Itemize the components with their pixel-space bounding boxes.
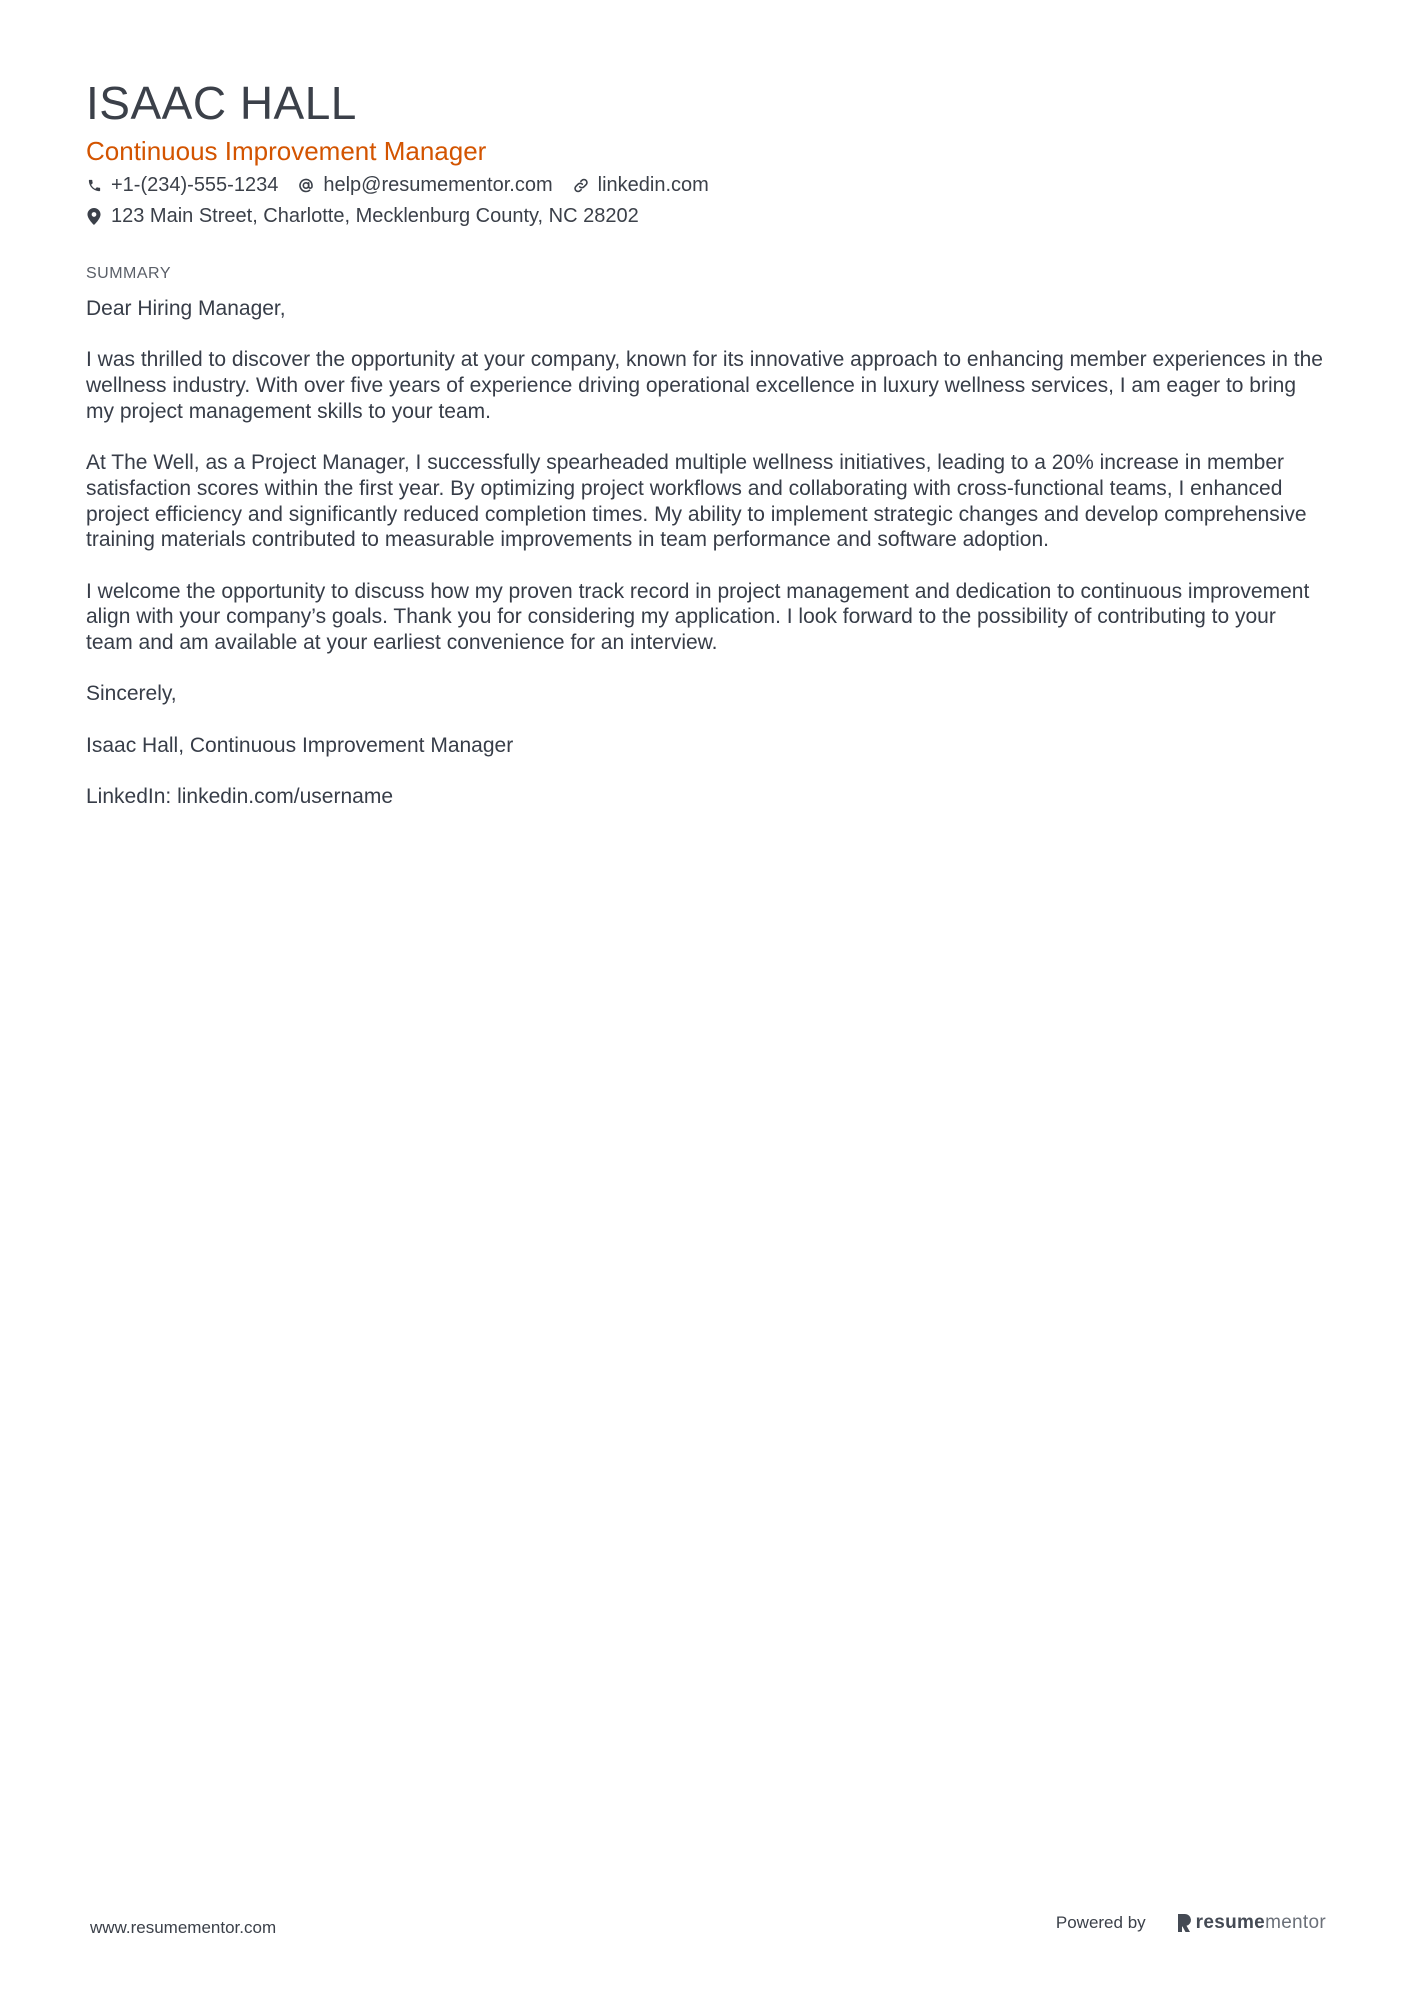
letter-paragraph-3: I welcome the opportunity to discuss how my proven track record in project management and dedication to continuous improvement align with your company’s goals. Thank you for considering my application. I look forward to the possibility of contributing to your team and am available at your earliest convenience for an interview. (86, 579, 1310, 655)
candidate-name: ISAAC HALL (86, 77, 357, 129)
email-text[interactable]: help@resumementor.com (323, 174, 553, 196)
section-heading-summary: SUMMARY (86, 265, 171, 282)
letter-paragraph-1: I was thrilled to discover the opportunity at your company, known for its innovative approach to enhancing member experiences in the wellness industry. With over five years of experience driving operational excellence in luxury wellness services, I am eager to bring my project management skills to your team. (86, 348, 1323, 423)
brand-logo[interactable] (1176, 1912, 1326, 1934)
contact-phone (86, 172, 278, 199)
brand-name-part-1: resume (1195, 1912, 1266, 1933)
cover-letter-body (86, 296, 1326, 810)
phone-icon (86, 178, 102, 194)
address-text: 123 Main Street, Charlotte, Mecklenburg County, NC 28202 (111, 205, 639, 227)
brand-name-part-2: mentor (1265, 1912, 1326, 1933)
letter-signature: Isaac Hall, Continuous Improvement Manager (86, 733, 514, 757)
phone-text: +1-(234)-555-1234 (111, 174, 279, 196)
letter-linkedin: LinkedIn: linkedin.com/username (86, 785, 394, 809)
link-text[interactable]: linkedin.com (597, 174, 709, 196)
footer-website[interactable]: www.resumementor.com (90, 1918, 277, 1937)
letter-closing: Sincerely, (86, 682, 177, 706)
contact-link[interactable] (573, 172, 709, 199)
contact-row (86, 172, 1326, 199)
map-pin-icon (86, 209, 102, 225)
letter-paragraph-2: At The Well, as a Project Manager, I successfully spearheaded multiple wellness initiatives, leading to a 20% increase in member satisfaction scores within the first year. By optimizing project workflows and collaborating with cross-functional teams, I enhanced project efficiency and significantly reduced completion times. My ability to implement strategic changes and develop comprehensive training materials contributed to measurable improvements in team performance and software adoption. (86, 451, 1307, 552)
address-row (86, 203, 1326, 230)
job-title: Continuous Improvement Manager (86, 136, 487, 166)
at-icon (298, 178, 314, 194)
letter-greeting: Dear Hiring Manager, (86, 297, 286, 320)
contact-email[interactable] (298, 172, 552, 199)
resume-page (86, 78, 1326, 836)
brand-mark-icon (1176, 1913, 1192, 1933)
powered-by-label: Powered by (1055, 1913, 1146, 1932)
contact-address (86, 203, 639, 230)
footer-branding (1056, 1912, 1326, 1934)
link-icon (573, 178, 589, 194)
